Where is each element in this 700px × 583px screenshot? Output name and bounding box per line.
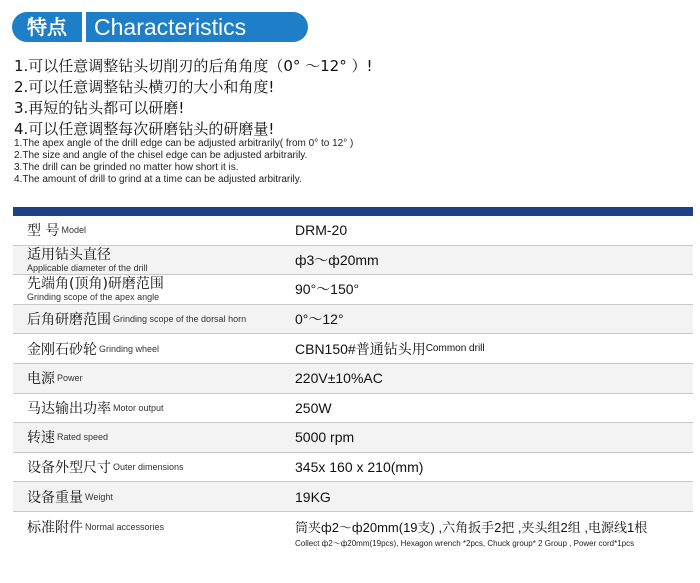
row-label <box>27 453 277 482</box>
row-label-en: Outer dimensions <box>113 462 184 473</box>
section-title-en: Characteristics <box>86 12 308 42</box>
row-label <box>27 246 277 275</box>
table-row-apex-angle <box>13 275 693 305</box>
row-label-cn: 标准附件 <box>27 519 83 536</box>
row-label-en: Grinding scope of the apex angle <box>27 292 160 303</box>
table-row-motor-output <box>13 394 693 424</box>
row-label-cn: 设备外型尺寸 <box>27 460 111 477</box>
characteristics-cn-list <box>14 56 694 140</box>
row-label-en: Grinding scope of the dorsal horn <box>113 314 247 325</box>
row-label <box>27 364 277 393</box>
row-value: 90°～150° <box>295 281 360 298</box>
row-label-cn: 转速 <box>27 430 55 447</box>
row-label-en: Model <box>61 225 86 236</box>
row-value: 0°～12° <box>295 311 344 328</box>
row-label-cn: 电源 <box>27 371 55 388</box>
row-label-en: Power <box>57 373 83 384</box>
table-header-bar <box>13 207 693 216</box>
table-row-grinding-wheel <box>13 334 693 364</box>
table-row-power <box>13 364 693 394</box>
row-label-en: Weight <box>85 491 113 502</box>
row-label-cn: 型 号 <box>27 223 60 240</box>
row-label-cn: 设备重量 <box>27 489 83 506</box>
row-label-en: Motor output <box>113 402 164 413</box>
characteristic-en-item: 1.The apex angle of the drill edge can be adjusted arbitrarily( from 0° to 12° ) <box>14 138 354 149</box>
row-value <box>295 512 647 572</box>
row-label-cn: 金刚石砂轮 <box>27 341 97 358</box>
row-label-en: Applicable diameter of the drill <box>27 262 148 273</box>
row-value: 19KG <box>295 488 331 505</box>
row-value-cn: CBN150#普通钻头用 <box>295 340 426 357</box>
characteristic-en-item: 3.The drill can be grinded no matter how short it is. <box>14 162 239 173</box>
section-header <box>12 12 312 42</box>
table-row-accessories <box>13 512 693 566</box>
row-value: 345x 160 x 210(mm) <box>295 459 424 476</box>
row-label <box>27 482 277 511</box>
characteristics-en-list <box>14 138 694 186</box>
row-value-en: Collect ф2～ф20mm(19pcs), Hexagon wrench *2pcs, Chuck group* 2 Group , Power cord*1pcs <box>295 538 635 548</box>
row-label <box>27 334 277 363</box>
row-label <box>27 305 277 334</box>
row-label <box>27 216 277 245</box>
row-value: DRM-20 <box>295 222 348 239</box>
row-label <box>27 275 277 304</box>
row-label-en: Grinding wheel <box>99 343 160 354</box>
row-label <box>27 394 277 423</box>
row-value-cn: 筒夹ф2～ф20mm(19支) ,六角扳手2把 ,夹头组2组 ,电源线1根 <box>295 519 648 535</box>
table-row-model <box>13 216 693 246</box>
section-title-cn: 特点 <box>12 12 82 42</box>
row-label-cn: 适用钻头直径 <box>27 246 111 263</box>
characteristic-en-item: 2.The size and angle of the chisel edge can be adjusted arbitrarily. <box>14 150 308 161</box>
row-value: 220V±10%AC <box>295 370 383 387</box>
table-row-weight <box>13 482 693 512</box>
row-value-en: Common drill <box>425 343 485 355</box>
table-row-diameter <box>13 246 693 276</box>
row-label-cn: 后角研磨范围 <box>27 312 111 329</box>
row-label-en: Rated speed <box>57 432 109 443</box>
table-row-dorsal-horn <box>13 305 693 335</box>
table-row-rated-speed <box>13 423 693 453</box>
row-label-cn: 马达输出功率 <box>27 400 111 417</box>
characteristic-cn-item: 2.可以任意调整钻头横刃的大小和角度! <box>14 78 275 96</box>
characteristic-cn-item: 4.可以任意调整每次研磨钻头的研磨量! <box>14 120 275 138</box>
row-value: 5000 rpm <box>295 429 355 446</box>
row-label <box>27 423 277 452</box>
characteristic-cn-item: 1.可以任意调整钻头切削刃的后角角度（0° ～12° ）! <box>14 57 373 75</box>
spec-table <box>13 216 693 566</box>
row-label <box>27 512 277 542</box>
row-label-cn: 先端角(顶角)研磨范围 <box>27 276 164 293</box>
row-value: ф3～ф20mm <box>295 251 379 268</box>
row-value <box>295 334 485 363</box>
characteristic-cn-item: 3.再短的钻头都可以研磨! <box>14 99 185 117</box>
row-label-en: Normal accessories <box>85 521 165 532</box>
table-row-dimensions <box>13 453 693 483</box>
characteristic-en-item: 4.The amount of drill to grind at a time can be adjusted arbitrarily. <box>14 174 302 185</box>
row-value: 250W <box>295 399 332 416</box>
